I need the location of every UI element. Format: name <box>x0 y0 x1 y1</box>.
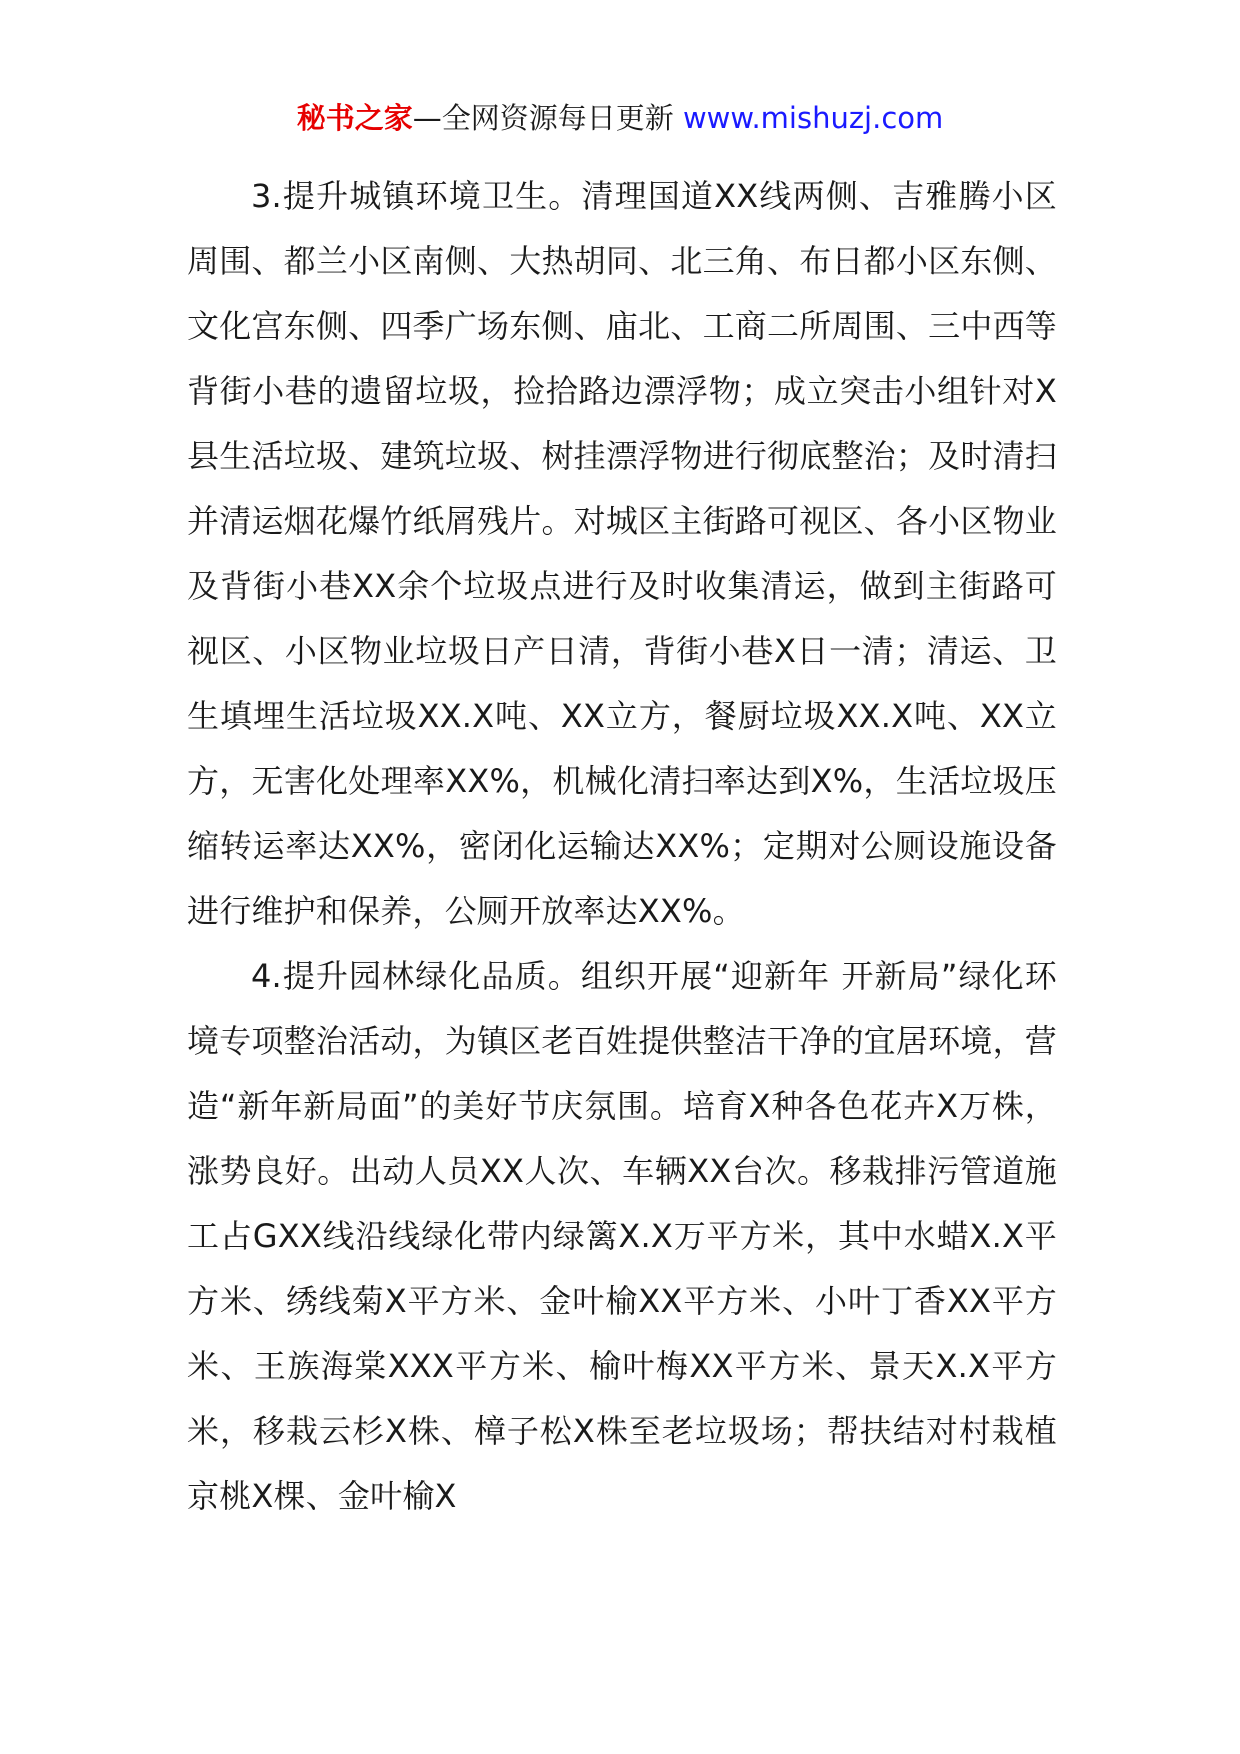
header-site-link[interactable]: www.mishuzj.com <box>682 101 944 135</box>
header-tagline: —全网资源每日更新 <box>412 101 683 135</box>
paragraph-greening: 4.提升园林绿化品质。组织开展“迎新年 开新局”绿化环境专项整治活动，为镇区老百姓提供整洁干净的宜居环境，营造“新年新局面”的美好节庆氛围。培育X种各色花卉X万株，涨势良好。出动人员XX人次、车辆XX台次。移栽排污管道施工占GXX线沿线绿化带内绿篱X.X万平方米，其中水蜡X.X平方米、绣线菊X平方米、金叶榆XX平方米、小叶丁香XX平方米、王族海棠XXX平方米、榆叶梅XX平方米、景天X.X平方米，移栽云杉X株、樟子松X株至老垃圾场；帮扶结对村栽植京桃X棵、金叶榆X <box>187 957 1057 1515</box>
document-body <box>187 164 1057 1529</box>
paragraph-sanitation: 3.提升城镇环境卫生。清理国道XX线两侧、吉雅腾小区周围、都兰小区南侧、大热胡同、北三角、布日都小区东侧、文化宫东侧、四季广场东侧、庙北、工商二所周围、三中西等背街小巷的遗留垃圾，捡拾路边漂浮物；成立突击小组针对X县生活垃圾、建筑垃圾、树挂漂浮物进行彻底整治；及时清扫并清运烟花爆竹纸屑残片。对城区主街路可视区、各小区物业及背街小巷XX余个垃圾点进行及时收集清运，做到主街路可视区、小区物业垃圾日产日清，背街小巷X日一清；清运、卫生填埋生活垃圾XX.X吨、XX立方，餐厨垃圾XX.X吨、XX立方，无害化处理率XX%，机械化清扫率达到X%，生活垃圾压缩转运率达XX%，密闭化运输达XX%；定期对公厕设施设备进行维护和保养，公厕开放率达XX%。 <box>187 177 1057 930</box>
page-header <box>0 98 1240 138</box>
header-brand: 秘书之家 <box>296 101 413 135</box>
